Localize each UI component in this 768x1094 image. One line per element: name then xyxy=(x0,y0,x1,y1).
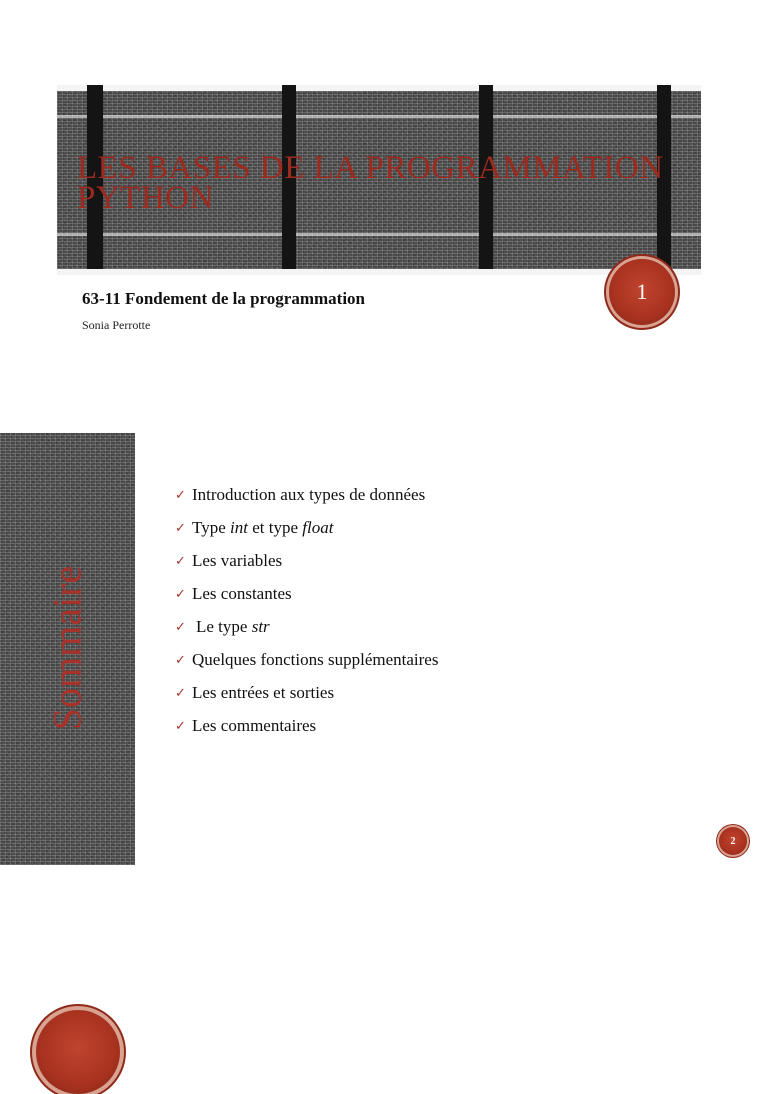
code-term: int xyxy=(230,517,248,537)
check-icon: ✓ xyxy=(175,684,186,700)
check-icon: ✓ xyxy=(175,552,186,568)
slide-title-line-1: LES BASES DE LA PROGRAMMATION xyxy=(77,150,664,186)
toc-item xyxy=(175,544,438,577)
sidebar-title: Sommaire xyxy=(44,565,90,731)
toc-item-label: Le type str xyxy=(196,616,270,636)
toc-item xyxy=(175,643,438,676)
check-icon: ✓ xyxy=(175,651,186,667)
banner-line xyxy=(57,115,701,118)
toc-item xyxy=(175,676,438,709)
toc-item xyxy=(175,577,438,610)
course-subtitle: 63-11 Fondement de la programmation xyxy=(82,289,366,308)
page-number-badge xyxy=(36,1010,120,1094)
toc-item-label: Les constantes xyxy=(192,583,292,603)
check-icon: ✓ xyxy=(175,585,186,601)
toc-item xyxy=(175,709,438,742)
slide-title xyxy=(77,150,677,216)
code-term: float xyxy=(302,517,334,537)
banner-bottom-band xyxy=(57,269,701,275)
check-icon: ✓ xyxy=(175,519,186,535)
table-of-contents xyxy=(175,478,438,742)
toc-item-label: Quelques fonctions supplémentaires xyxy=(192,649,439,669)
banner-top-band xyxy=(57,85,701,91)
page-number-badge: 1 xyxy=(609,259,675,325)
code-term: str xyxy=(251,616,270,636)
toc-item-label: Les entrées et sorties xyxy=(192,682,335,702)
toc-item-label: Les variables xyxy=(192,550,283,570)
check-icon: ✓ xyxy=(175,618,186,634)
toc-item xyxy=(175,610,438,643)
author-name: Sonia Perrotte xyxy=(82,318,151,332)
toc-item-label: Introduction aux types de données xyxy=(192,484,426,504)
check-icon: ✓ xyxy=(175,717,186,733)
title-banner xyxy=(57,85,701,275)
toc-item xyxy=(175,478,438,511)
toc-item xyxy=(175,511,438,544)
toc-item-label: Les commentaires xyxy=(192,715,317,735)
page-number-badge: 2 xyxy=(719,827,747,855)
banner-line xyxy=(57,233,701,236)
sidebar-panel xyxy=(0,433,135,865)
slide-title-line-2: PYTHON xyxy=(77,180,214,216)
check-icon: ✓ xyxy=(175,486,186,502)
toc-item-label: Type int et type float xyxy=(192,517,334,537)
